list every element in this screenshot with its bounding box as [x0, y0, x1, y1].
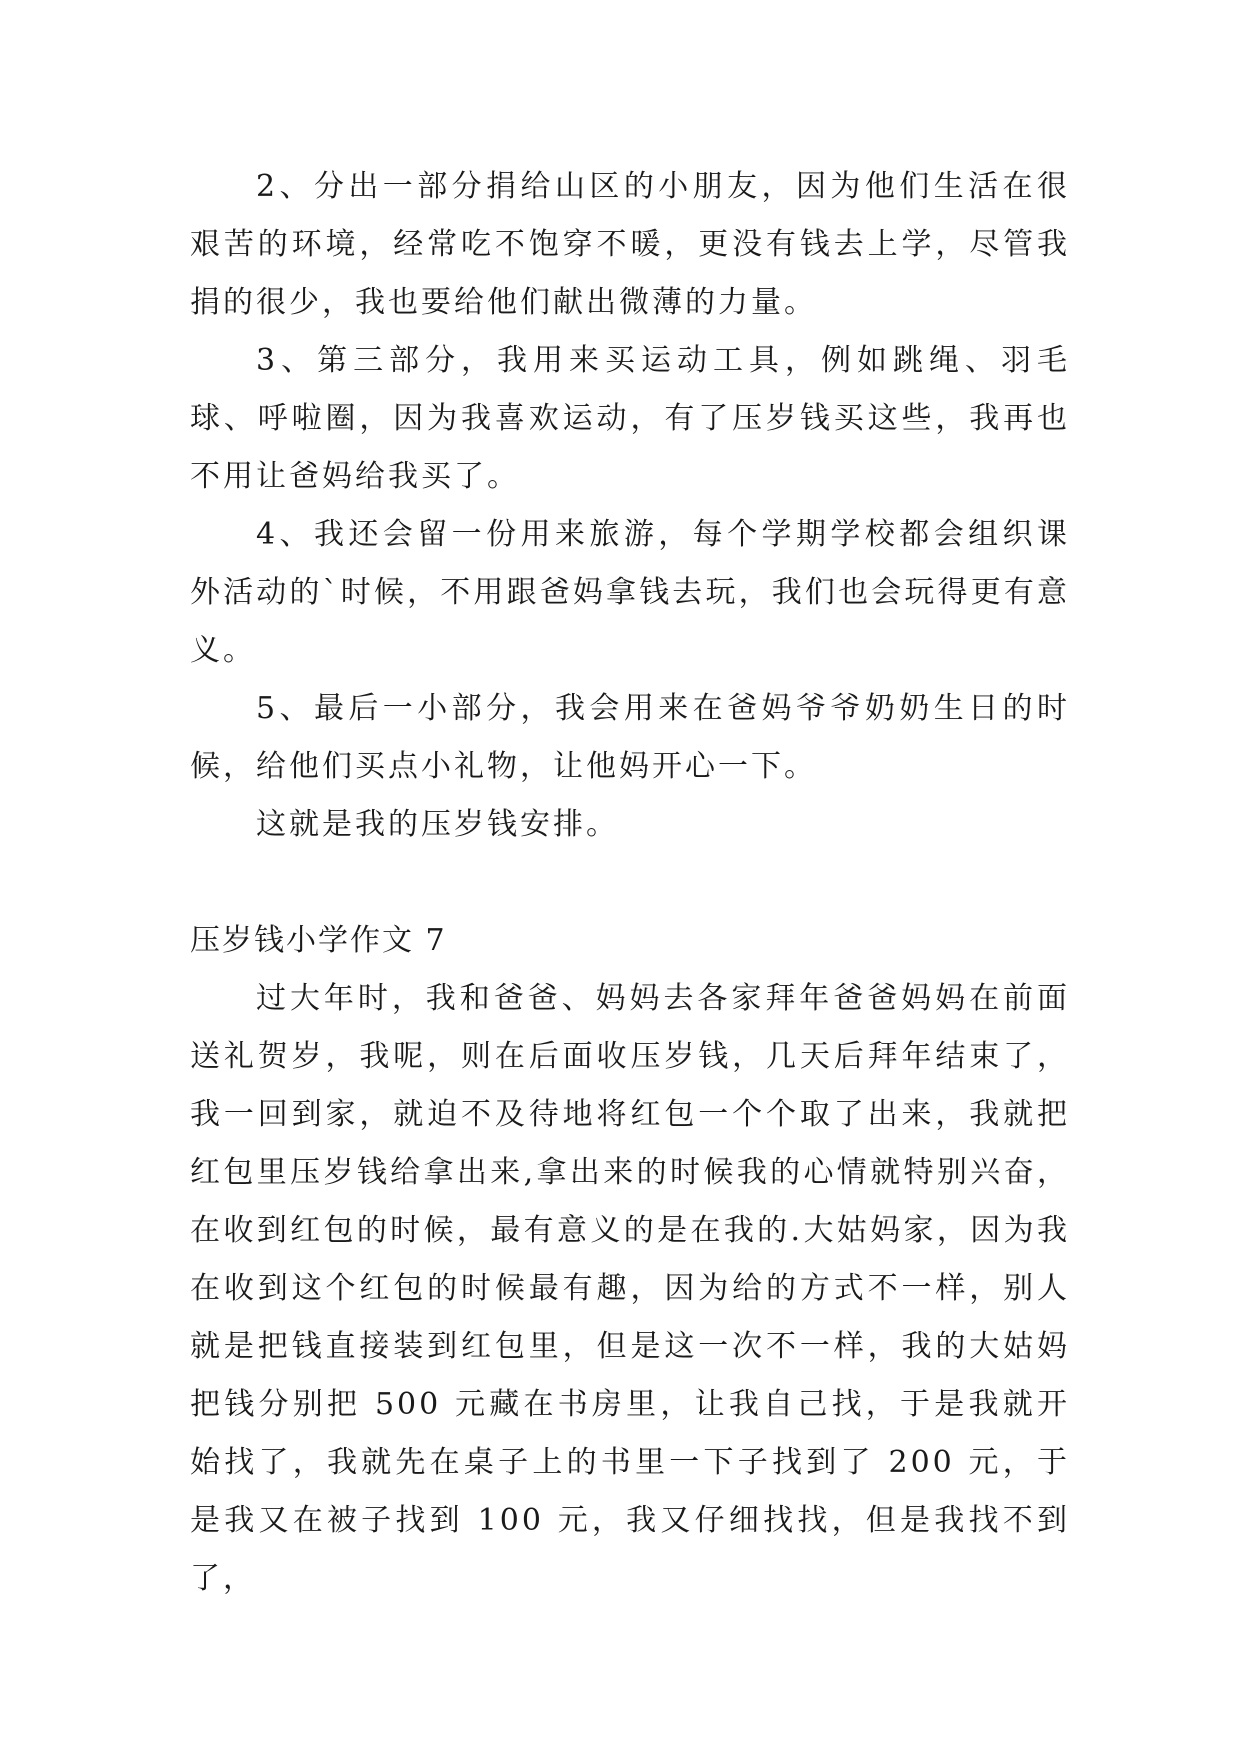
document-body	[190, 158, 1070, 1608]
paragraph-summary: 这就是我的压岁钱安排。	[256, 807, 619, 842]
section-body: 过大年时，我和爸爸、妈妈去各家拜年爸爸妈妈在前面送礼贺岁，我呢，则在后面收压岁钱，几天后拜年结束了，我一回到家，就迫不及待地将红包一个个取了出来，我就把红包里压岁钱给拿出来,拿出来的时候我的心情就特别兴奋，在收到红包的时候，最有意义的是在我的.大姑妈家，因为我在收到这个红包的时候最有趣，因为给的方式不一样，别人就是把钱直接装到红包里，但是这一次不一样，我的大姑妈把钱分别把 500 元藏在书房里，让我自己找，于是我就开始找了，我就先在桌子上的书里一下子找到了 200 元，于是我又在被子找到 100 元，我又仔细找找，但是我找不到了，	[190, 981, 1070, 1596]
paragraph-item-4: 4、我还会留一份用来旅游，每个学期学校都会组织课外活动的`时候，不用跟爸妈拿钱去玩，我们也会玩得更有意义。	[190, 517, 1070, 668]
paragraph-item-3: 3、第三部分，我用来买运动工具，例如跳绳、羽毛球、呼啦圈，因为我喜欢运动，有了压岁钱买这些，我再也不用让爸妈给我买了。	[190, 343, 1070, 494]
paragraph-item-5: 5、最后一小部分，我会用来在爸妈爷爷奶奶生日的时候，给他们买点小礼物，让他妈开心一下。	[190, 691, 1070, 784]
paragraph-item-2: 2、分出一部分捐给山区的小朋友，因为他们生活在很艰苦的环境，经常吃不饱穿不暖，更没有钱去上学，尽管我捐的很少，我也要给他们献出微薄的力量。	[190, 169, 1070, 320]
section-title: 压岁钱小学作文 7	[190, 923, 447, 958]
